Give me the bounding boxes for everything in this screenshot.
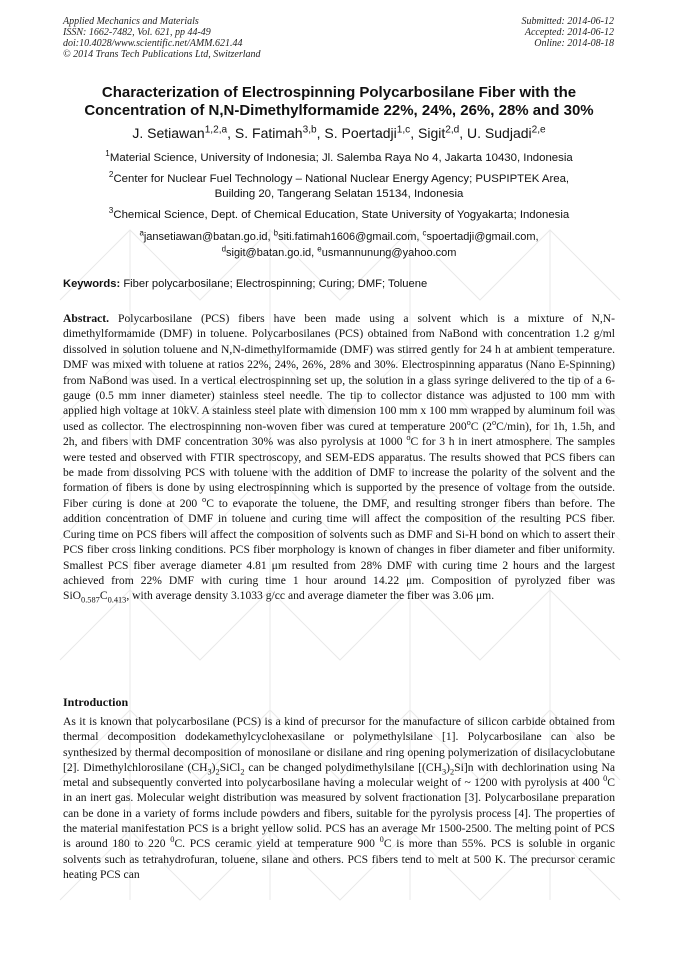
doi: doi:10.4028/www.scientific.net/AMM.621.44 <box>63 38 243 49</box>
copyright: © 2014 Trans Tech Publications Ltd, Switzerland <box>63 49 261 60</box>
journal-header <box>63 16 261 60</box>
email: $^c$spoertadji@gmail.com <box>422 228 536 243</box>
section-heading-introduction: Introduction <box>63 695 129 709</box>
title-line: Characterization of Electrospinning Polycarbosilane Fiber with the <box>101 84 577 101</box>
email: $^b$siti.fatimah1606@gmail.com <box>273 228 417 243</box>
affiliation: $^3$Chemical Science, Dept. of Chemical Education, State University of Yogyakarta; Indonesia <box>108 206 570 221</box>
affiliation: $^1$Material Science, University of Indonesia; Jl. Salemba Raya No 4, Jakarta 10430, Indonesia <box>105 149 573 164</box>
introduction-text: As it is known that polycarbosilane (PCS) is a kind of precursor for the manufacture of silicon carbide obtained from thermal decomposition dodekamethylcyclohexasilane or polymethylsilane [1]. Polycarbosilane can also be synthesized by thermal decomposition of monosilane or disilane and ring opening polymerization of disilacyclobutane [2]. Dimethylchlorosilane $(CH_3)_2SiCl_2$ can be changed polydimethylsilane $[(CH_3)_2Si]n$ with dechlorination using Na metal and subsequently converted into polycarbosilane having a molecular weight of ~ 1200 with pyrolysis at 400 $^0$C in an inert gas. Molecular weight distribution was measured by solvent fractionation [3]. Polycarbosilane preparation can be done in a variety of forms include powders and fibers, suitable for the pyrolysis process [4]. The properties of the material manifestation PCS is a bright yellow solid. PCS has an average Mr 1500-2500. The melting point of PCS is around 180 to 220 $^0$C. PCS ceramic yield at temperature 900 $^0$C is more than 55%. PCS is soluble in organic solvents such as tetrahydrofuran, toluene, silane and others. PCS fibers tend to melt at 500 K. The precursor ceramic heating PCS can <box>63 715 616 881</box>
email: $^a$jansetiawan@batan.go.id <box>139 228 268 243</box>
dates-header <box>522 16 615 49</box>
issn: ISSN: 1662-7482, Vol. 621, pp 44-49 <box>63 27 211 38</box>
abstract-label: Abstract. <box>63 312 110 325</box>
submitted-date: Submitted: 2014-06-12 <box>521 16 614 27</box>
title-line: Concentration of N,N-Dimethylformamide 22%, 24%, 26%, 28% and 30% <box>84 102 594 119</box>
keywords-label: Keywords: <box>63 278 121 290</box>
online-date: Online: 2014-08-18 <box>534 38 614 49</box>
author: Sigit$^{2,d}$ <box>418 124 460 141</box>
email-list: $^a$jansetiawan@batan.go.id, $^b$siti.fatimah1606@gmail.com, $^c$spoertadji@gmail.com, $^d$sigit@batan.go.id, $^e$usmannunung@yahoo.com <box>139 228 539 259</box>
email: $^e$usmannunung@yahoo.com <box>317 244 457 259</box>
author: S. Poertadji$^{1,c}$ <box>324 124 411 141</box>
paper-title <box>40 84 638 120</box>
author-list: J. Setiawan$^{1,2,a}$, S. Fatimah$^{3,b}$, S. Poertadji$^{1,c}$, Sigit$^{2,d}$, U. Sudjadi$^{2,e}$ <box>132 124 546 141</box>
author: U. Sudjadi$^{2,e}$ <box>467 124 546 141</box>
email: $^d$sigit@batan.go.id <box>221 244 312 259</box>
abstract: Abstract. Polycarbosilane (PCS) fibers have been made using a solvent which is a mixture of N,N-dimethylformamide (DMF) in toluene. Polycarbosilanes (PCS) obtained from NaBond with concentration 1.2 g/ml dissolved in solution toluene and N,N-dimethylformamide (DMF) was stirred gently for 24 h at ambient temperature. DMF was mixed with toluene at ratios 22%, 24%, 26%, 28% and 30%. Electrospinning apparatus (Nano E-Spinning) from NaBond was used. In a vertical electrospinning set up, the solution in a glass syringe delivered to the tip of a 6-gauge (0.5 mm inner diameter) stainless steel needle. The tip to collector distance was adjusted to 100 mm with applied high voltage at 10kV. A stainless steel plate with dimension 100 mm x 100 mm wrapped by aluminum foil was used as collector. The electrospinning non-woven fiber was cured at temperature 200$^o$C (2$^o$C/min), for 1h, 1.5h, and 2h, and fibers with DMF concentration 30% was also pyrolysis at 1000 $^o$C for 3 h in inert atmosphere. The samples were tested and observed with FTIR spectroscopy, and SEM-EDS apparatus. The results showed that PCS fibers can be made from dissolving PCS with toluene with the addition of DMF to increase the polarity of the solvent and the formation of fibers is done by using electrospinning which is supported by the presence of voltage from the outside. Fiber curing is done at 200 $^o$C to evaporate the toluene, the DMF, and resulting stronger fibers than before. The addition concentration of DMF in toluene and curing time will affect the composition of the resulting PCS fiber. Curing time on PCS fibers will affect the composition of solvents such as DMF and Si-H bond on which to assert their PCS fiber cross linking conditions. PCS fiber morphology is known of changes in fiber diameter and fiber uniformity. Smallest PCS fiber average diameter 4.81 μm resulted from 28% DMF with curing time 2 hours and the largest achieved from 22% DMF with curing time 1 hour around 14.22 μm. Composition of pyrolyzed fiber was $SiO_{0.587}C_{0.413}$, with average density 3.1033 g/cc and average diameter the fiber was 3.06 μm. <box>63 312 616 605</box>
keywords <box>63 277 618 291</box>
author: J. Setiawan$^{1,2,a}$ <box>132 124 228 141</box>
accepted-date: Accepted: 2014-06-12 <box>524 27 614 38</box>
keywords-text: Fiber polycarbosilane; Electrospinning; Curing; DMF; Toluene <box>123 278 428 290</box>
journal-name: Applied Mechanics and Materials <box>63 16 199 27</box>
author: S. Fatimah$^{3,b}$ <box>234 124 317 141</box>
affiliation: $^2$Center for Nuclear Fuel Technology – National Nuclear Energy Agency; PUSPIPTEK Area, Building 20, Tangerang Selatan 15134, Indonesia <box>108 170 570 200</box>
